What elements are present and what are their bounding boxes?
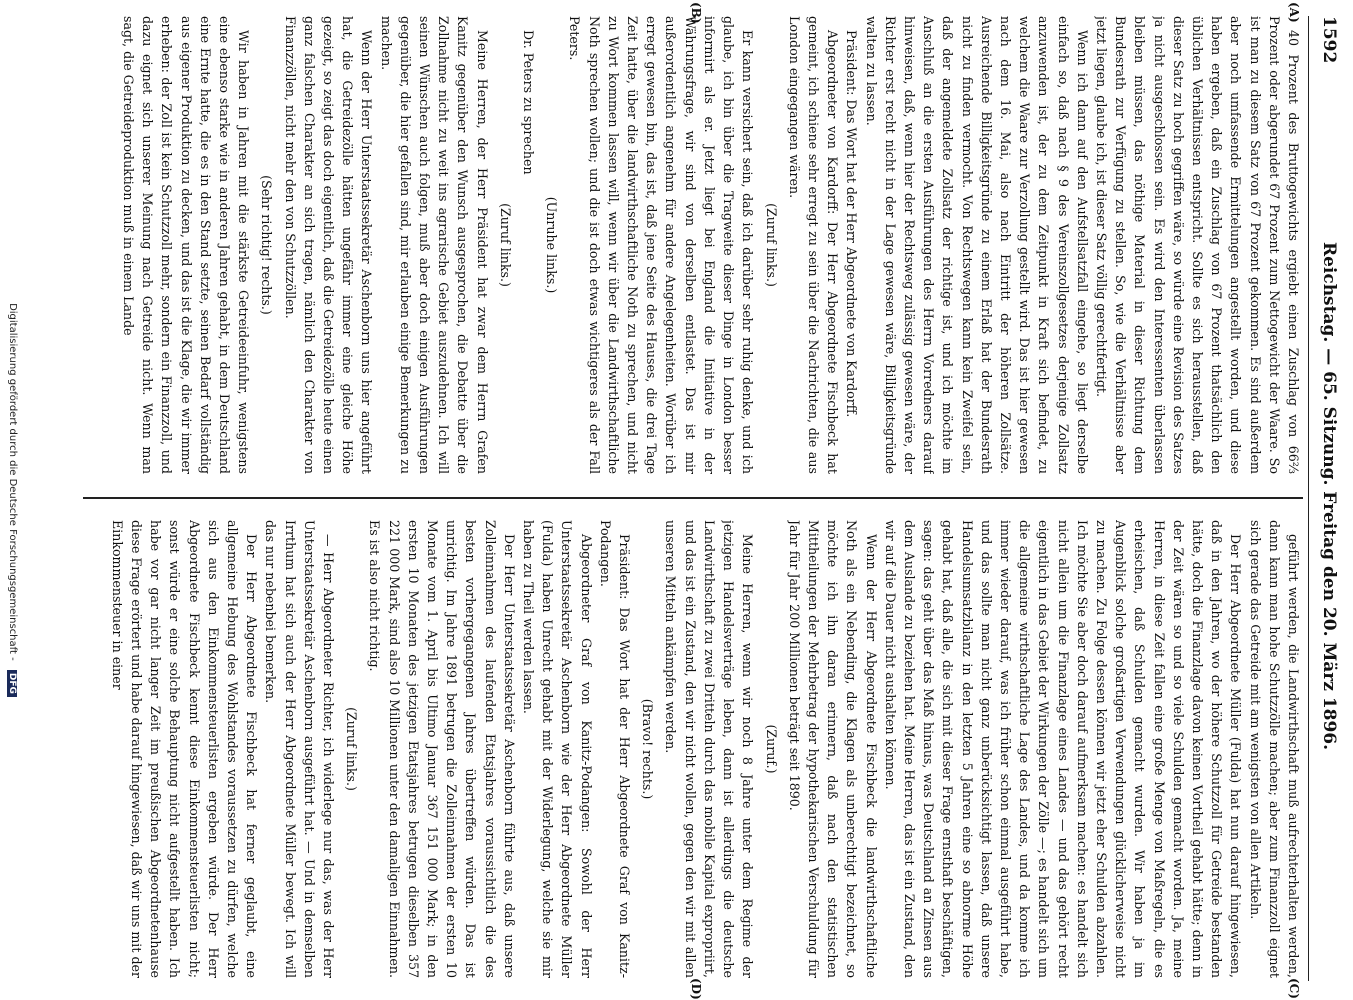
paragraph: (Zuruf links.)	[497, 203, 513, 287]
dfg-logo: DFG	[7, 670, 17, 697]
paragraph: Wenn ich dann auf den Aufstellsatzfall eingehe, so liegt derselbe einfach so, daß nach § 9 des Vereinszollgesetzes derjenige Zollsatz anzuwenden ist, der zu dem Zeitpunkt in Kraft sich befindet, zu welchem die Waare zur Verzollung gestellt wird. Das ist hier gewesen nach dem 16. Mai, also nach Eintritt der höheren Zollsätze. Ausreichende Billigkeitsgründe zu einem Erlaß hat der Bundesrath nicht zu finden vermocht. Von Rechtswegen kann kein Zweifel sein, daß der angemeldete Zollsatz der richtige ist, und ich möchte im Anschluß an die ersten Ausführungen des Herrn Vorredners darauf hinweisen, daß, wenn hier der Rechtsweg zulässig gewesen wäre, der Richter erst recht nicht in der Lage gewesen wäre, Billigkeitsgründe walten zu lassen.	[863, 16, 1090, 474]
paragraph: (Unruhe links.)	[544, 196, 560, 294]
page-number: 1592	[1319, 16, 1339, 64]
paragraph: Er kann versichert sein, daß ich darüber sehr ruhig denke, und ich glaube, ich bin über die Tragweite dieser Dinge in London besser informirt als er. Jetzt liegt bei England die Initiative in der Währungsfrage, wir sind von derselben entlastet. Das ist mir außerordentlich angenehm für andere Angelegenheiten. Worüber ich erregt gewesen bin, das ist, daß jene Seite des Hauses, die drei Tage Zeit hatte, über die landwirthschaftliche Noth zu sprechen, und nicht zu Wort kommen lassen will, wenn wir über die Landwirthschaftliche Noth sprechen wollen; und die ist doch etwas wichtigeres als der Fall Peters.	[567, 16, 756, 474]
paragraph: Der Herr Abgeordnete Fischbeck hat ferner geglaubt, eine allgemeine Hebung des Wohlstandes voraussetzen zu dürfen, welche sich aus den Einkommensteuerlisten ergeben würde. Der Herr Abgeordnete Fischbeck kennt diese Einkommensteuerlisten nicht; sonst würde er eine solche Behauptung nicht aufgestellt haben. Ich habe vor gar nicht langer Zeit im preußischen Abgeordnetenhause diese Frage erörtert und habe darauf hingewiesen, daß wir uns mit der Einkommensteuer in einer	[109, 520, 260, 978]
paragraph: — Herr Abgeordneter Richter, ich widerlege nur das, was der Herr Unterstaatssekretär Aschenborn ausgeführt hat. — Und in demselben Irrthum hat sich auch der Herr Abgeordnete Müller bewegt. Ich will das nur nebenbei bemerken.	[263, 520, 337, 978]
paragraph: Wir haben in Jahren mit die stärkste Getreideeinfuhr, wenigstens eine ebenso starke wie in anderen Jahren gehabt, in dem Deutschland eine Ernte hatte, die es in den Stand setzte, seinen Bedarf vollständig aus eigener Produktion zu decken, und das ist die Klage, die wir immer erheben: der Zoll ist kein Schutzzoll mehr, sondern ein Finanzzoll, und dazu eignet sich unserer Meinung nach Getreide nicht. Wenn man sagt, die Getreideproduktion muß in einem Lande	[121, 16, 252, 474]
margin-marker-b: (B)	[689, 2, 703, 24]
page-header	[1311, 16, 1339, 976]
paragraph: Dr. Peters zu sprechen	[521, 30, 537, 175]
margin-marker-a: (A)	[1287, 2, 1301, 23]
paragraph: Der Herr Abgeordnete Müller (Fulda) hat nun darauf hingewiesen, daß in den Jahren, wo der höhere Schutzzoll für Getreide bestanden hätte, doch die Finanzlage davon keinen Vortheil gehabt hätte; denn in der Zeit wären so und so viele Schulden gemacht worden. Ja, meine Herren, in diese Zeit fallen eine große Menge von Maßregeln, die es erheischen, daß Schulden gemacht wurden. Wir haben ja im Augenblick solche großartigen Verwendungen glücklicherweise nicht zu machen. Zu Folge dessen können wir jetzt eher Schulden abzahlen. Ich möchte Sie aber doch darauf aufmerksam machen: es handelt sich nicht allein um die Finanzlage eines Landes — und das gehört recht eigentlich in das Gebiet der Wirkungen der Zölle —; es handelt sich um die allgemeine wirthschaftliche Lage des Landes, und da komme ich immer wieder darauf, was ich früher schon einmal ausgeführt habe, und das sollte man nicht ganz unberücksichtigt lassen, daß unsere Handelsumsatzbilanz in den letzten 5 Jahren eine so abnorme Höhe gehabt hat, daß alle, die sich mit dieser Frage ernsthaft beschäftigen, sagen: das geht über das Maß hinaus, was Deutschland an Zinsen aus dem Auslande zu beziehen hat. Meine Herren, das ist ein Zustand, den wir auf die Dauer nicht aushalten können.	[882, 520, 1244, 978]
paragraph: Meine Herren, der Herr Präsident hat zwar dem Herrn Grafen Kanitz gegenüber den Wunsch ausgesprochen, die Debatte über die Zollnahme nicht zu weit ins agrarische Gebiet auszudehnen. Ich will seinen Wünschen auch folgen, muß aber doch einigen Ausführungen gegenüber, die hier gefallen sind, mir erlauben einige Bemerkungen zu machen.	[378, 16, 490, 474]
paragraph: (Zuruf.)	[763, 724, 779, 774]
paragraph: Präsident: Das Wort hat der Herr Abgeordnete Graf von Kanitz-Podangen.	[597, 520, 633, 978]
paragraph: (Zuruf links.)	[344, 707, 360, 791]
paragraph: Abgeordneter Graf von Kanitz-Podangen: Sowohl der Herr Unterstaatssekretär Aschenborn wie der Herr Abgeordnete Müller (Fulda) haben Unrecht gehabt mit der Widerlegung, welche sie mir haben zu Theil werden lassen.	[521, 520, 594, 978]
paragraph: geführt werden, die Landwirthschaft muß aufrechterhalten werden, dann kann man hohe Schutzzölle machen; aber zum Finanzzoll eignet sich gerade das Getreide mit am wenigsten von allen Artikeln.	[1247, 520, 1301, 978]
left-column	[73, 16, 1303, 474]
paragraph: 40 Prozent des Bruttogewichts ergiebt einen Zuschlag von 66⅔ Prozent oder abgerundet 67 Prozent zum Nettogewicht der Waare. So ist man zu diesem Satz von 67 Prozent gekommen. Es sind außerdem aber noch umfassende Ermittelungen angestellt worden, und diese haben ergeben, daß ein Zuschlag von 67 Prozent thatsächlich den üblichen Verhältnissen entspricht. Sollte es sich herausstellen, daß dieser Satz zu hoch gegriffen wäre, so würde eine Revision des Satzes ja nicht ausgeschlossen sein. Es wird den Interessenten überlassen bleiben müssen, das nöthige Material in dieser Richtung dem Bundesrath zur Verfügung zu stellen. So, wie die Verhältnisse aber jetzt liegen, glaube ich, ist dieser Satz völlig gerechtfertigt.	[1093, 16, 1301, 474]
header-rule	[1308, 16, 1309, 981]
paragraph: Der Herr Unterstaatssekretär Aschenborn führte aus, daß unsere Zolleinnahmen des laufenden Etatsjahres voraussichtlich die des besten vorhergegangenen Jahres übertreffen würden. Das ist unrichtig. Im Jahre 1891 betrugen die Zolleinnahmen der ersten 10 Monate vom 1. April bis Ultimo Januar 367 151 000 Mark; in den ersten 10 Monaten des jetzigen Etatsjahres betrugen dieselben 357 221 000 Mark, sind also 10 Millionen unter den damaligen Einnahmen. Es ist also nicht richtig.	[367, 520, 517, 978]
margin-marker-c: (C)	[1287, 978, 1301, 999]
column-divider	[83, 497, 1303, 499]
paragraph: Wenn der Herr Abgeordnete Fischbeck die landwirthschaftliche Noth als ein Nebending, die Klagen als unberechtigt bezeichnet, so möchte ich ihn daran erinnern, daß nach den statistischen Mittheilungen der Mehrbetrag der hypothekarischen Verschuldung für Jahr für Jahr 200 Millionen beträgt seit 1890.	[786, 520, 879, 978]
paragraph: Wenn der Herr Unterstaatssekretär Aschenborn uns hier angeführt hat, die Getreidezölle hätten ungefähr immer eine gleiche Höhe gezeigt, so zeigt das doch eigentlich, daß die Getreidezölle heute einen ganz falschen Charakter an sich tragen, nämlich den Charakter von Finanzzöllen, nicht mehr den von Schutzzöllen.	[282, 16, 375, 474]
paragraph: Meine Herren, wenn wir noch 8 Jahre unter dem Regime der jetzigen Handelsverträge leben, dann ist allerdings die deutsche Landwirthschaft zu zwei Dritteln durch das mobile Kapital expropriirt, und das ist ein Zustand, den wir nicht wollen, gegen den wir mit allen unseren Mitteln ankämpfen werden.	[663, 520, 756, 978]
running-title: Reichstag. — 65. Sitzung. Freitag den 20. März 1896.	[1319, 241, 1339, 751]
paragraph: Abgeordneter von Kardorff: Der Herr Abgeordnete Fischbeck hat gemeint, ich schiene sehr erregt zu sein über die Nachrichten, die aus London eingegangen wären.	[786, 16, 841, 474]
paragraph: (Zuruf links.)	[763, 203, 779, 287]
margin-marker-d: (D)	[689, 978, 703, 1000]
footer	[0, 0, 18, 1000]
paragraph: Präsident: Das Wort hat der Herr Abgeordnete von Kardorff.	[844, 30, 860, 418]
right-column	[73, 520, 1303, 978]
paragraph: (Sehr richtig! rechts.)	[259, 175, 275, 315]
footer-text: Digitalisierung gefördert durch die Deutsche Forschungsgemeinschaft -	[7, 303, 18, 661]
paragraph: (Bravo! rechts.)	[640, 698, 656, 800]
